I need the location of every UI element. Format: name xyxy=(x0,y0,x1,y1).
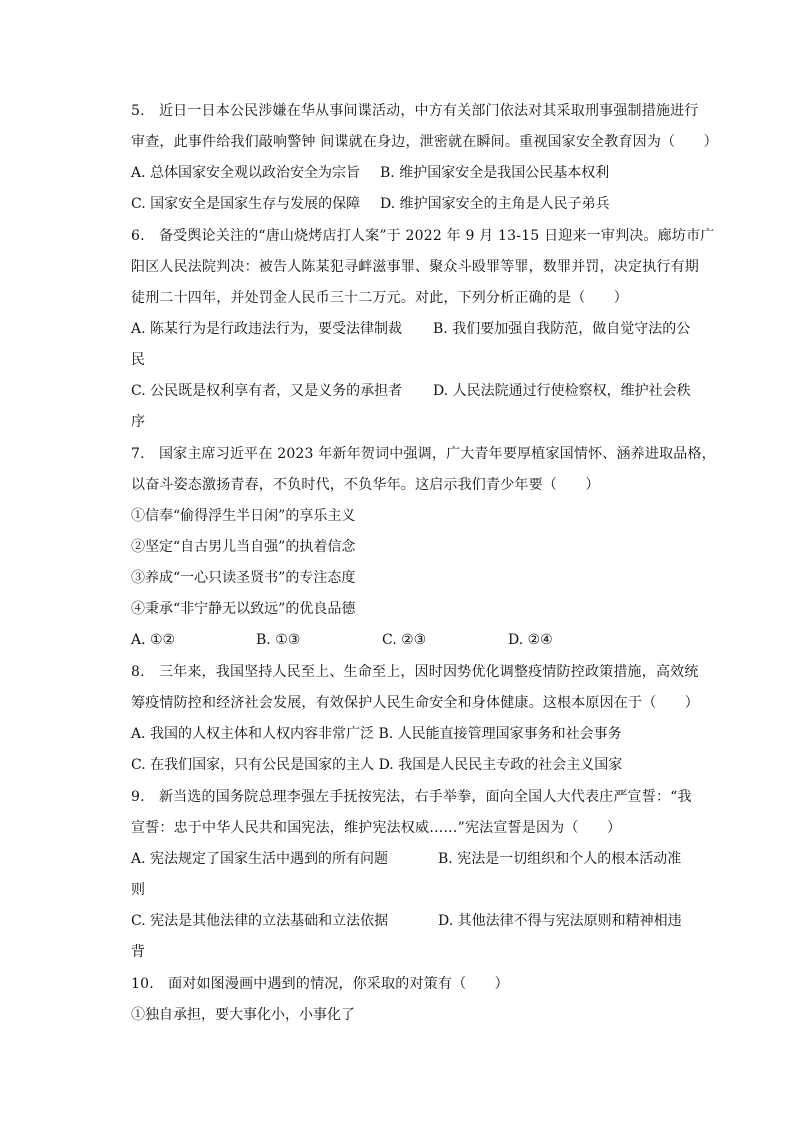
q9-option-d-cont: 背 xyxy=(131,944,145,960)
q9-stem-line1: 9. 新当选的国务院总理李强左手抚按宪法，右手举拳，面向全国人大代表庄严宣誓：“我 xyxy=(131,789,692,805)
q7-item-1: ①信奉“偷得浮生半日闲”的享乐主义 xyxy=(131,508,356,524)
q5-option-a: A. 总体国家安全观以政治安全为宗旨 xyxy=(131,165,361,181)
q6-option-a: A. 陈某行为是行政违法行为，要受法律制裁 xyxy=(131,321,403,337)
q9-stem-line2: 宣誓：忠于中华人民共和国宪法，维护宪法权威……”宪法宣誓是因为（ ） xyxy=(131,820,622,836)
q5-stem-line1: 5. 近日一日本公民涉嫌在华从事间谍活动，中方有关部门依法对其采取刑事强制措施进行 xyxy=(131,103,699,119)
q8-stem-line2: 筹疫情防控和经济社会发展，有效保护人民生命安全和身体健康。这根本原因在于（ ） xyxy=(131,695,699,711)
q7-option-b: B. ①③ xyxy=(256,632,301,648)
q6-option-b-cont: 民 xyxy=(131,352,145,368)
q7-option-a: A. ①② xyxy=(131,632,176,648)
q6-option-d-cont: 序 xyxy=(131,414,145,430)
q8-stem-line1: 8. 三年来，我国坚持人民至上、生命至上，因时因势优化调整疫情防控政策措施，高效统 xyxy=(131,664,699,680)
q7-item-4: ④秉承“非宁静无以致远”的优良品德 xyxy=(131,601,356,617)
q7-stem-line2: 以奋斗姿态激扬青春，不负时代，不负华年。这启示我们青少年要（ ） xyxy=(131,477,600,493)
q10-stem-line1: 10. 面对如图漫画中遇到的情况，你采取的对策有（ ） xyxy=(131,976,509,992)
q6-option-d: D. 人民法院通过行使检察权，维护社会秩 xyxy=(433,383,691,399)
q5-option-b: B. 维护国家安全是我国公民基本权利 xyxy=(380,165,610,181)
q5-option-c: C. 国家安全是国家生存与发展的保障 xyxy=(131,196,361,212)
q6-stem-line1: 6. 备受舆论关注的“唐山烧烤店打人案”于 2022 年 9 月 13-15 日迎来一审判决。廊坊市广 xyxy=(131,228,715,244)
q5-option-d: D. 维护国家安全的主角是人民子弟兵 xyxy=(380,196,610,212)
q7-stem-line1: 7. 国家主席习近平在 2023 年新年贺词中强调，广大青年要厚植家国情怀、涵养进取品格， xyxy=(131,446,716,462)
q6-stem-line2: 阳区人民法院判决：被告人陈某犯寻衅滋事罪、聚众斗殴罪等罪，数罪并罚，决定执行有期 xyxy=(131,259,699,275)
q7-option-d: D. ②④ xyxy=(508,632,553,648)
q6-stem-line3: 徒刑二十四年，并处罚金人民币三十二万元。对此，下列分析正确的是（ ） xyxy=(131,290,628,306)
q7-option-c: C. ②③ xyxy=(382,632,427,648)
q5-stem-line2: 审查，此事件给我们敲响警钟 间谍就在身边，泄密就在瞬间。重视国家安全教育因为（ ） xyxy=(131,134,718,150)
q8-options-cd: C. 在我们国家，只有公民是国家的主人 D. 我国是人民民主专政的社会主义国家 xyxy=(131,757,623,773)
q10-item-1: ①独自承担，要大事化小，小事化了 xyxy=(131,1007,355,1023)
q8-options-ab: A. 我国的人权主体和人权内容非常广泛 B. 人民能直接管理国家事务和社会事务 xyxy=(131,726,622,742)
q9-option-c: C. 宪法是其他法律的立法基础和立法依据 xyxy=(131,913,389,929)
q6-option-b: B. 我们要加强自我防范，做自觉守法的公 xyxy=(433,321,691,337)
q6-option-c: C. 公民既是权利享有者，又是义务的承担者 xyxy=(131,383,403,399)
q7-item-3: ③养成“一心只读圣贤书”的专注态度 xyxy=(131,570,356,586)
q9-option-d: D. 其他法律不得与宪法原则和精神相违 xyxy=(438,913,682,929)
q9-option-a: A. 宪法规定了国家生活中遇到的所有问题 xyxy=(131,851,389,867)
q7-item-2: ②坚定“自古男儿当自强”的执着信念 xyxy=(131,539,356,555)
q9-option-b: B. 宪法是一切组织和个人的根本活动准 xyxy=(438,851,682,867)
q9-option-b-cont: 则 xyxy=(131,882,145,898)
